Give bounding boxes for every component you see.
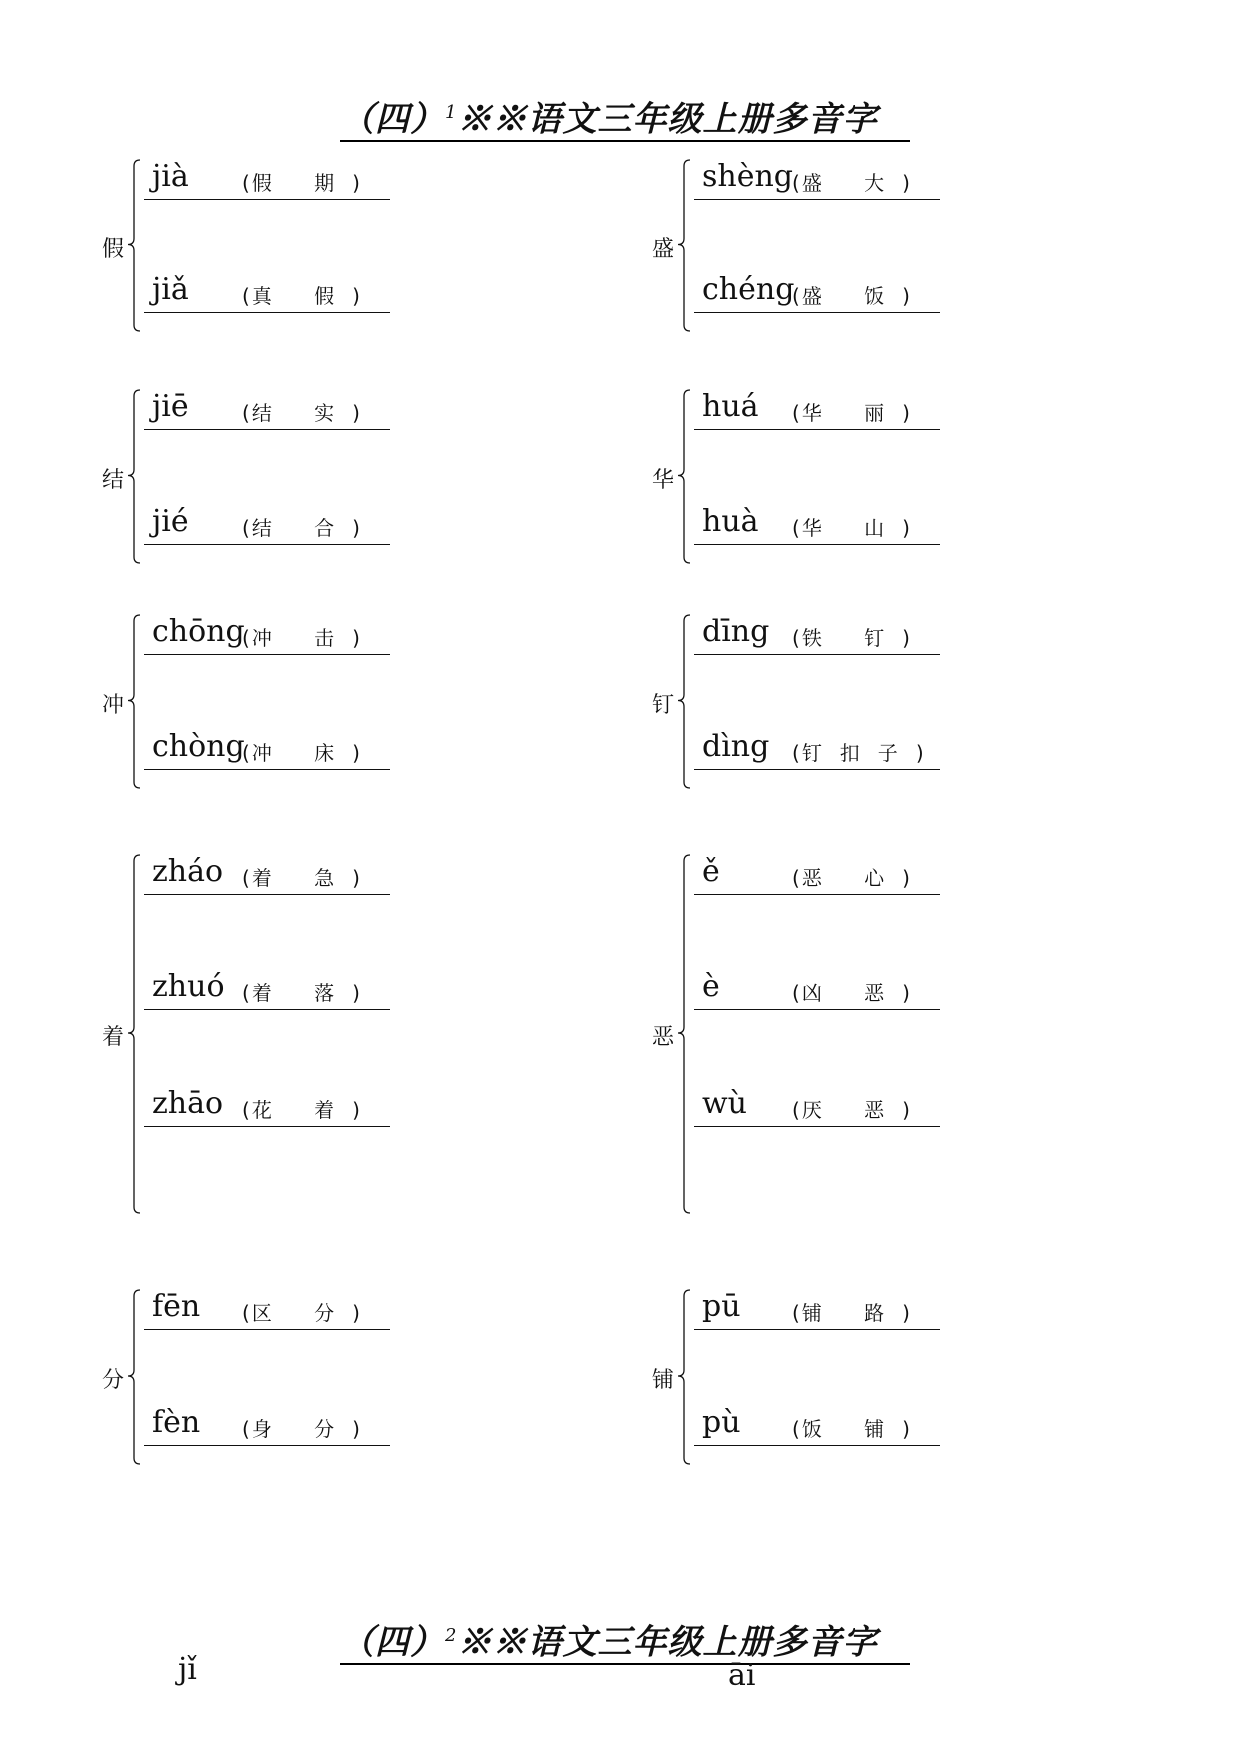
- example-word-text: 着 落: [251, 981, 353, 1005]
- pinyin-row: [144, 160, 390, 200]
- example-word: (着 急): [242, 866, 362, 890]
- example-word: (结 实): [242, 401, 362, 425]
- pinyin-row: [694, 1406, 940, 1446]
- answer-underline: [144, 1445, 390, 1446]
- pinyin-text: huà: [702, 504, 759, 539]
- example-word: (饭 铺): [792, 1417, 912, 1441]
- pinyin-row: [144, 1406, 390, 1446]
- pinyin-text: chòng: [152, 729, 245, 764]
- answer-underline: [694, 312, 940, 313]
- example-word: (盛 饭): [792, 284, 912, 308]
- example-word-text: 区 分: [251, 1301, 353, 1325]
- example-word: (着 落): [242, 981, 362, 1005]
- polyphone-character: 钉: [652, 692, 675, 718]
- example-word: (假 期): [242, 171, 362, 195]
- example-word: (铺 路): [792, 1301, 912, 1325]
- pinyin-text: pū: [702, 1289, 741, 1324]
- example-word: (华 山): [792, 516, 912, 540]
- answer-underline: [144, 544, 390, 545]
- curly-brace: [126, 1288, 146, 1468]
- answer-underline: [144, 654, 390, 655]
- pinyin-row: [694, 505, 940, 545]
- polyphone-character: 结: [102, 467, 125, 493]
- title-prefix: （四）: [340, 99, 445, 140]
- answer-underline: [694, 1009, 940, 1010]
- example-word-text: 铺 路: [801, 1301, 903, 1325]
- curly-brace: [126, 853, 146, 1217]
- example-word-text: 华 山: [801, 516, 903, 540]
- polyphone-character: 盛: [652, 236, 675, 262]
- example-word-text: 花 着: [251, 1098, 353, 1122]
- pinyin-text: jiē: [152, 389, 189, 424]
- curly-brace: [126, 388, 146, 567]
- polyphone-character: 华: [652, 467, 675, 493]
- pinyin-text: zháo: [152, 854, 224, 889]
- pinyin-row: [144, 970, 390, 1010]
- answer-underline: [144, 894, 390, 895]
- pinyin-text: è: [702, 969, 720, 1004]
- example-word: (盛 大): [792, 171, 912, 195]
- pinyin-text: fēn: [152, 1289, 201, 1324]
- example-word-text: 华 丽: [801, 401, 903, 425]
- example-word: (真 假): [242, 284, 362, 308]
- pinyin-row: [144, 1290, 390, 1330]
- pinyin-text: huá: [702, 389, 759, 424]
- pinyin-row: [144, 855, 390, 895]
- pinyin-row: [694, 855, 940, 895]
- pinyin-row: [144, 390, 390, 430]
- pinyin-row: [144, 273, 390, 313]
- curly-brace: [126, 613, 146, 792]
- example-word-text: 真 假: [251, 284, 353, 308]
- curly-brace: [676, 853, 696, 1217]
- title-text: ※※语文三年级上册多音字: [457, 99, 878, 140]
- title-superscript: 1: [445, 102, 458, 123]
- pinyin-text: chōng: [152, 614, 245, 649]
- example-word-text: 凶 恶: [801, 981, 903, 1005]
- example-word: (凶 恶): [792, 981, 912, 1005]
- pinyin-row: [694, 1087, 940, 1127]
- example-word-text: 钉扣子: [801, 741, 916, 765]
- pinyin-row: [694, 730, 940, 770]
- polyphone-character: 恶: [652, 1025, 675, 1050]
- pinyin-text: zhuó: [152, 969, 225, 1004]
- pinyin-text: dīng: [702, 614, 770, 649]
- answer-underline: [144, 312, 390, 313]
- pinyin-text: jiǎ: [152, 272, 189, 307]
- answer-underline: [144, 429, 390, 430]
- example-word-text: 冲 床: [251, 741, 353, 765]
- pinyin-text: pù: [702, 1405, 741, 1440]
- example-word: (铁 钉): [792, 626, 912, 650]
- example-word-text: 结 合: [251, 516, 353, 540]
- curly-brace: [676, 388, 696, 567]
- pinyin-text: zhāo: [152, 1086, 224, 1121]
- pinyin-row: [694, 390, 940, 430]
- pinyin-text: chéng: [702, 272, 795, 307]
- example-word-text: 冲 击: [251, 626, 353, 650]
- pinyin-text: shèng: [702, 159, 793, 194]
- pinyin-row: [694, 615, 940, 655]
- answer-underline: [144, 1126, 390, 1127]
- answer-underline: [694, 544, 940, 545]
- example-word: (恶 心): [792, 866, 912, 890]
- answer-underline: [144, 1009, 390, 1010]
- example-word-text: 铁 钉: [801, 626, 903, 650]
- answer-underline: [144, 1329, 390, 1330]
- pinyin-text: ě: [702, 854, 720, 889]
- example-word-text: 盛 饭: [801, 284, 903, 308]
- pinyin-row: [694, 970, 940, 1010]
- example-word-text: 结 实: [251, 401, 353, 425]
- example-word: (区 分): [242, 1301, 362, 1325]
- title-prefix: （四）: [340, 1622, 445, 1663]
- polyphone-character: 分: [102, 1368, 125, 1393]
- pinyin-text: jié: [152, 504, 189, 539]
- title-superscript: 2: [445, 1625, 458, 1646]
- answer-underline: [694, 894, 940, 895]
- answer-underline: [144, 199, 390, 200]
- example-word: (身 分): [242, 1417, 362, 1441]
- curly-brace: [676, 1288, 696, 1468]
- example-word-text: 饭 铺: [801, 1417, 903, 1441]
- answer-underline: [694, 429, 940, 430]
- pinyin-text: fèn: [152, 1405, 201, 1440]
- example-word: (华 丽): [792, 401, 912, 425]
- example-word: (花 着): [242, 1098, 362, 1122]
- polyphone-character: 冲: [102, 692, 125, 718]
- answer-underline: [694, 1126, 940, 1127]
- pinyin-row: [144, 730, 390, 770]
- page-title-2: [340, 1615, 910, 1665]
- answer-underline: [144, 769, 390, 770]
- answer-underline: [694, 199, 940, 200]
- example-word: (钉扣子): [792, 741, 926, 765]
- pinyin-text: jià: [152, 159, 189, 194]
- polyphone-character: 铺: [652, 1368, 675, 1393]
- example-word: (结 合): [242, 516, 362, 540]
- pinyin-row: [144, 505, 390, 545]
- pinyin-row: [694, 273, 940, 313]
- example-word-text: 着 急: [251, 866, 353, 890]
- title-text: ※※语文三年级上册多音字: [457, 1622, 878, 1663]
- polyphone-character: 假: [102, 236, 125, 262]
- page-title-1: [340, 92, 910, 142]
- example-word-text: 身 分: [251, 1417, 353, 1441]
- answer-underline: [694, 1445, 940, 1446]
- curly-brace: [676, 158, 696, 335]
- pinyin-row: [694, 160, 940, 200]
- pinyin-row: [694, 1290, 940, 1330]
- curly-brace: [676, 613, 696, 792]
- example-word-text: 盛 大: [801, 171, 903, 195]
- footer-pinyin-left: jǐ: [178, 1652, 197, 1687]
- answer-underline: [694, 769, 940, 770]
- example-word: (厌 恶): [792, 1098, 912, 1122]
- example-word-text: 假 期: [251, 171, 353, 195]
- footer-pinyin-right: āi: [728, 1658, 756, 1693]
- pinyin-text: dìng: [702, 729, 770, 764]
- example-word: (冲 击): [242, 626, 362, 650]
- polyphone-character: 着: [102, 1025, 125, 1050]
- example-word-text: 厌 恶: [801, 1098, 903, 1122]
- answer-underline: [694, 1329, 940, 1330]
- example-word: (冲 床): [242, 741, 362, 765]
- pinyin-row: [144, 615, 390, 655]
- answer-underline: [694, 654, 940, 655]
- pinyin-text: wù: [702, 1086, 747, 1121]
- example-word-text: 恶 心: [801, 866, 903, 890]
- curly-brace: [126, 158, 146, 335]
- pinyin-row: [144, 1087, 390, 1127]
